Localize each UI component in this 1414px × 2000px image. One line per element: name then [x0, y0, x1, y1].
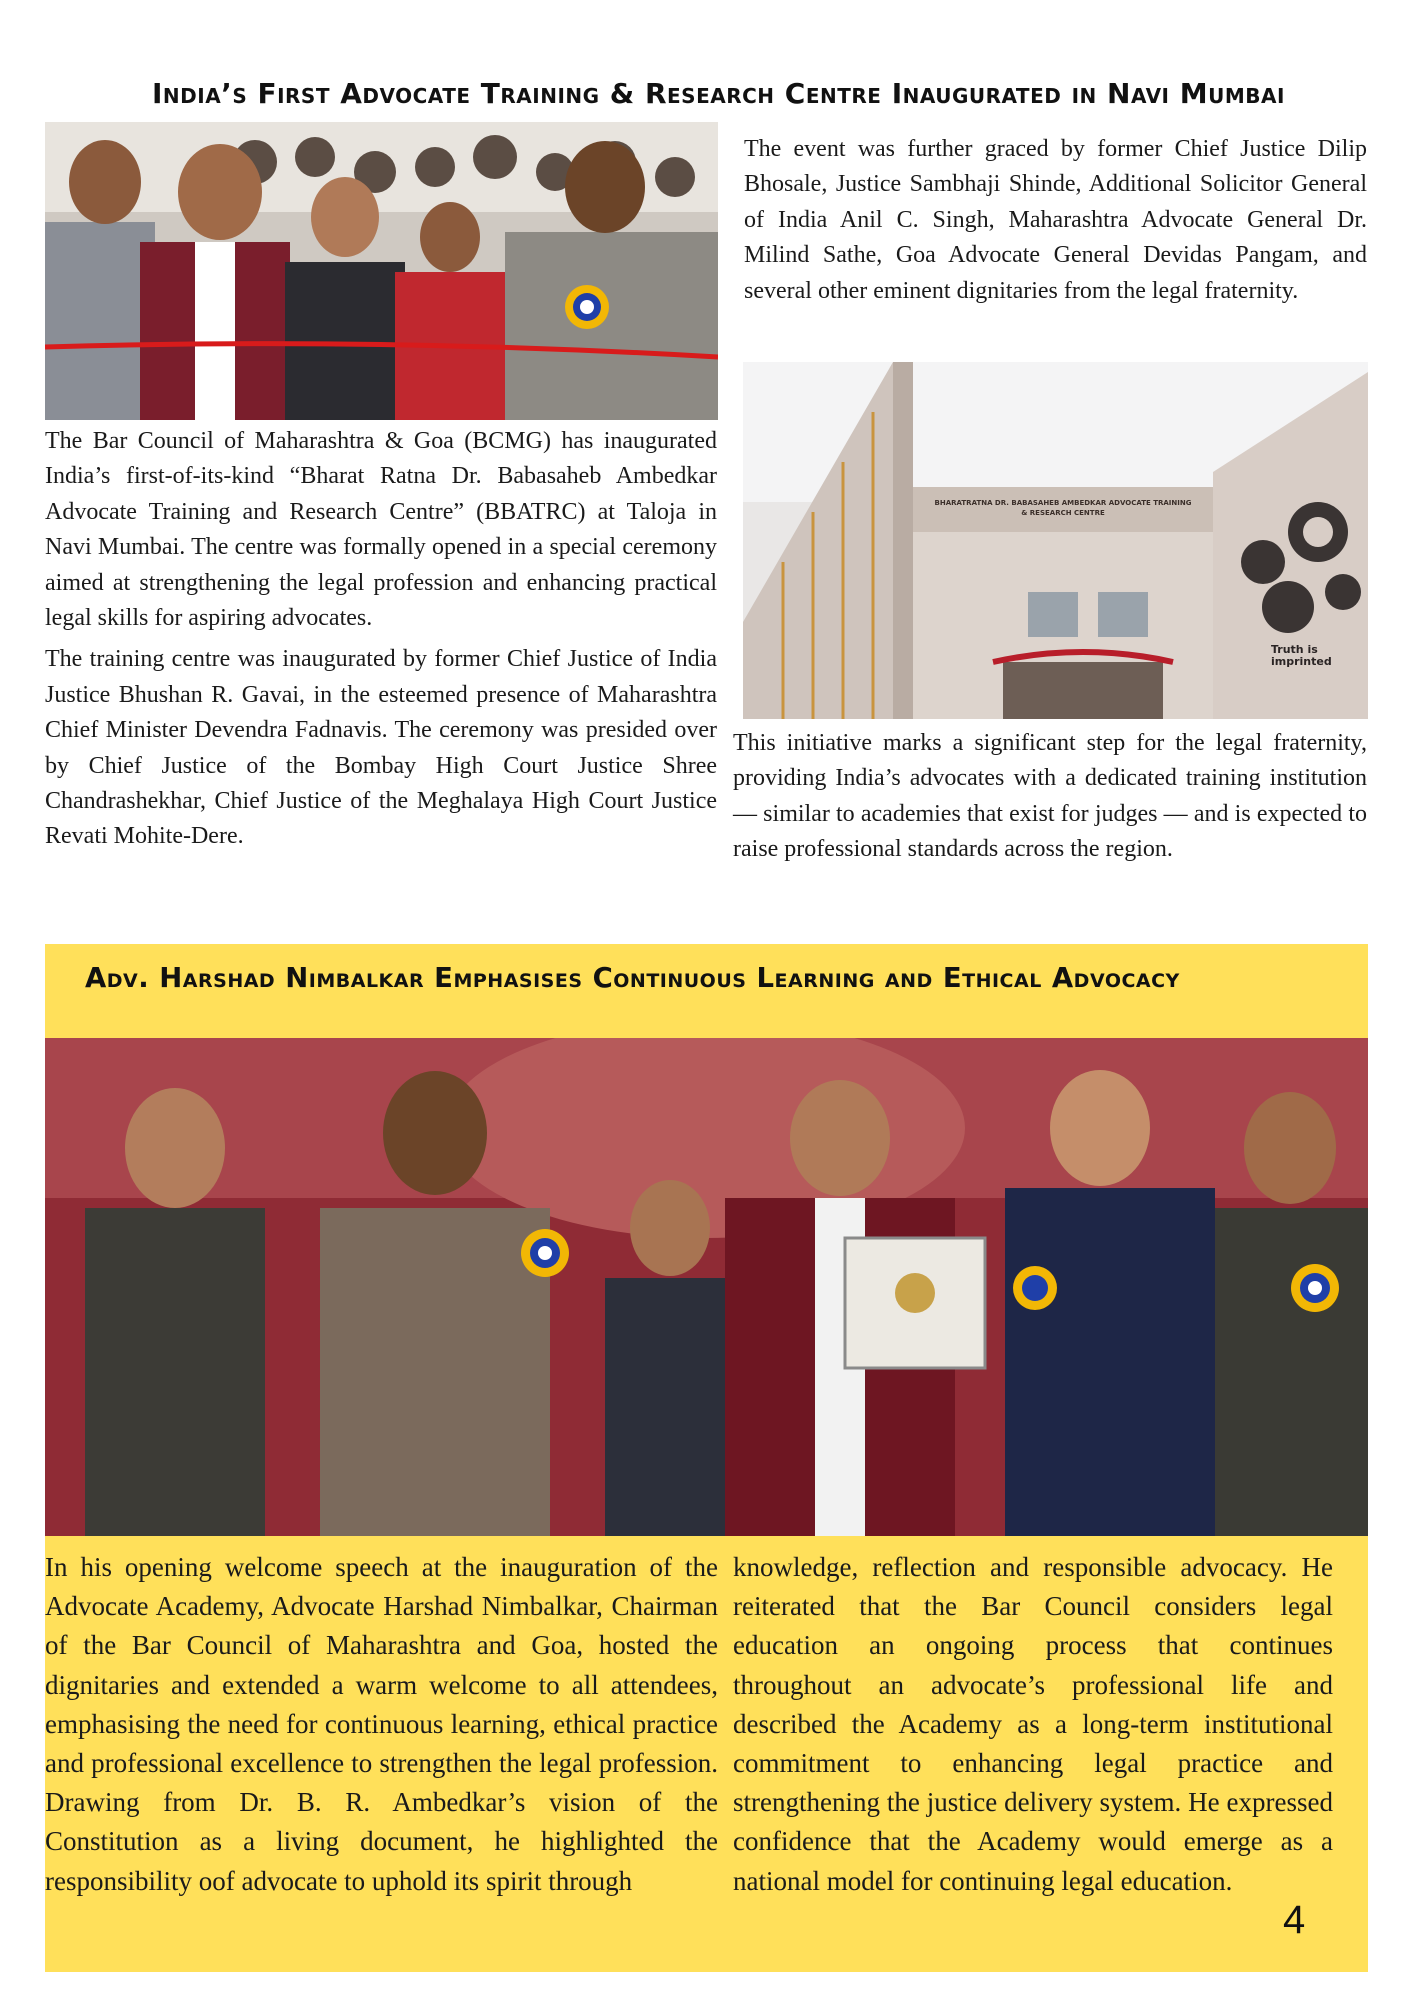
article2-right-paragraph: knowledge, reflection and responsible advocacy. He reiterated that the Bar Council considers legal education an ongoing process that continues throughout an advocate’s professional life and described the Academy as a long-term institutional commitment to enhancing legal practice and strengthening the justice delivery system. He expressed confidence that the Academy would emerge as a national model for continuing legal education.: [733, 1552, 1333, 1896]
building-mural-text: Truth is imprinted: [1271, 643, 1332, 668]
article1-inauguration-paragraph: The training centre was inaugurated by former Chief Justice of India Justice Bhushan R. Gavai, in the esteemed presence of Maharashtra Chief Minister Devendra Fadnavis. The ceremony was presided over by Chief Justice of the Bombay High Court Justice Shree Chandrashekhar, Chief Justice of the Meghalaya High Court Justice Revati Mohite-Dere.: [45, 646, 717, 850]
article2-headline: Adv. Harshad Nimbalkar Emphasises Continuous Learning and Ethical Advocacy: [85, 962, 1180, 994]
award-ceremony-photo: [45, 1038, 1368, 1536]
building-sign-line1: BHARATRATNA DR. BABASAHEB AMBEDKAR ADVOCATE TRAINING: [934, 499, 1192, 507]
page-number: 4: [1283, 1898, 1306, 1942]
building-photo: [743, 362, 1368, 719]
building-sign: [913, 498, 1213, 518]
article2-left-paragraph: In his opening welcome speech at the inauguration of the Advocate Academy, Advocate Harshad Nimbalkar, Chairman of the Bar Council of Maharashtra and Goa, hosted the dignitaries and extended a warm welcome to all attendees, emphasising the need for continuous learning, ethical practice and professional excellence to strengthen the legal profession. Drawing from Dr. B. R. Ambedkar’s vision of the Constitution as a living document, he highlighted the responsibility oof advocate to uphold its spirit through: [45, 1552, 718, 1896]
building-sign-line2: & RESEARCH CENTRE: [1021, 509, 1105, 517]
ribbon-cutting-photo: [45, 122, 718, 420]
article1-initiative-paragraph: This initiative marks a significant step for the legal fraternity, providing India’s advocates with a dedicated training institution — similar to academies that exist for judges — and is expected to raise professional standards across the region.: [733, 730, 1367, 863]
article1-headline: India’s First Advocate Training & Research Centre Inaugurated in Navi Mumbai: [152, 77, 1285, 110]
article1-dignitaries-paragraph: The event was further graced by former Chief Justice Dilip Bhosale, Justice Sambhaji Shinde, Additional Solicitor General of India Anil C. Singh, Maharashtra Advocate General Dr. Milind Sathe, Goa Advocate General Devidas Pangam, and several other eminent dignitaries from the legal fraternity.: [744, 136, 1367, 304]
article1-intro-paragraph: The Bar Council of Maharashtra & Goa (BCMG) has inaugurated India’s first-of-its-kind “Bharat Ratna Dr. Babasaheb Ambedkar Advocate Training and Research Centre” (BBATRC) at Taloja in Navi Mumbai. The centre was formally opened in a special ceremony aimed at strengthening the legal profession and enhancing practical legal skills for aspiring advocates.: [45, 428, 717, 632]
